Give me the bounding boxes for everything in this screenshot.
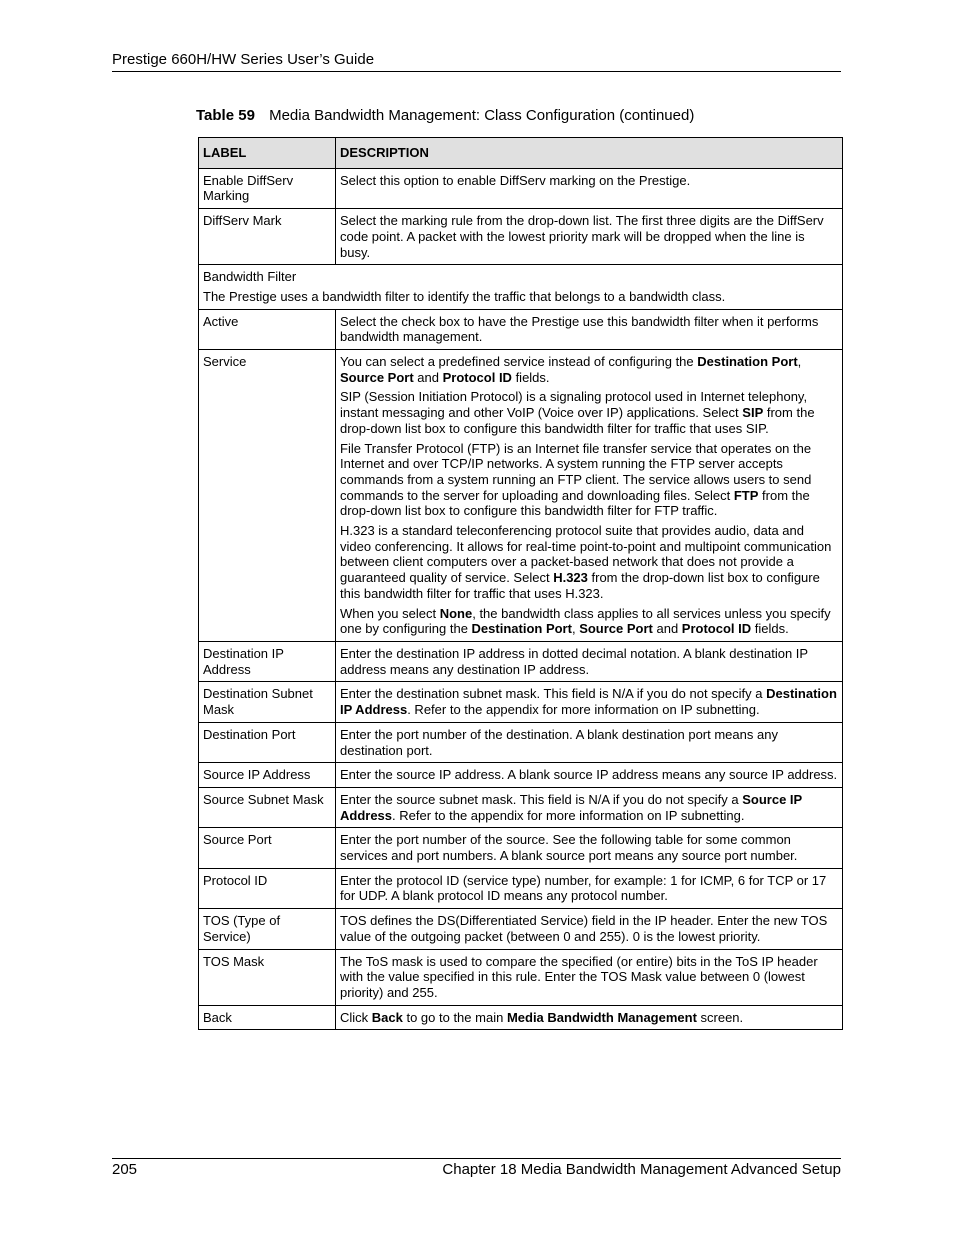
label-cell: Enable DiffServ Marking xyxy=(199,168,336,208)
label-cell: Back xyxy=(199,1005,336,1030)
table-header-row xyxy=(199,138,843,169)
class-configuration-table xyxy=(198,137,843,1030)
table-row xyxy=(199,787,843,827)
text-run: Enter the protocol ID (service type) number, for example: 1 for ICMP, 6 for TCP or 17 for UDP. A blank protocol ID means any protocol number. xyxy=(340,872,827,904)
description-cell xyxy=(336,909,843,949)
description-paragraph xyxy=(340,389,838,436)
emphasized-term: Source Port xyxy=(340,369,414,385)
text-run: from the drop-down list box to configure this bandwidth filter for FTP traffic. xyxy=(340,487,810,519)
description-paragraph xyxy=(340,767,838,783)
description-cell xyxy=(336,168,843,208)
description-paragraph xyxy=(340,1010,838,1026)
emphasized-term: Destination Port xyxy=(471,621,572,637)
description-column-header: DESCRIPTION xyxy=(336,138,843,169)
description-paragraph xyxy=(340,954,838,1001)
table-row xyxy=(199,722,843,762)
description-paragraph xyxy=(340,686,838,717)
text-run: fields. xyxy=(751,621,789,637)
text-run: Select the check box to have the Prestige use this bandwidth filter when it performs bandwidth management. xyxy=(340,313,819,345)
section-title: Bandwidth Filter xyxy=(203,269,297,285)
emphasized-term: Destination IP Address xyxy=(340,686,837,718)
description-paragraph xyxy=(340,523,838,602)
section-description: The Prestige uses a bandwidth filter to identify the traffic that belongs to a bandwidth class. xyxy=(203,288,726,304)
emphasized-term: FTP xyxy=(733,487,759,503)
running-header: Prestige 660H/HW Series User’s Guide xyxy=(112,51,375,68)
description-cell xyxy=(336,309,843,349)
text-run: fields. xyxy=(511,369,550,385)
text-run: The ToS mask is used to compare the specified (or entire) bits in the ToS IP header with the value specified in this rule. Enter the TOS Mask value between 0 (lowest priority) and 255. xyxy=(340,953,818,1000)
label-cell: Active xyxy=(199,309,336,349)
table-row xyxy=(199,682,843,722)
emphasized-term: Protocol ID xyxy=(442,369,512,385)
description-paragraph xyxy=(340,173,838,189)
label-cell: Source IP Address xyxy=(199,763,336,788)
text-run: . Refer to the appendix for more information on IP subnetting. xyxy=(392,807,745,823)
text-run: Enter the port number of the source. See the following table for some common services and port numbers. A blank source port means any source port number. xyxy=(340,832,798,864)
emphasized-term: Destination Port xyxy=(697,354,798,370)
text-run: and xyxy=(652,621,682,637)
emphasized-term: H.323 xyxy=(553,570,588,586)
text-run: Enter the destination IP address in dotted decimal notation. A blank destination IP address means any destination IP address. xyxy=(340,645,808,677)
chapter-title: Chapter 18 Media Bandwidth Management Advanced Setup xyxy=(442,1161,841,1178)
text-run: Select this option to enable DiffServ marking on the Prestige. xyxy=(340,172,691,188)
description-cell xyxy=(336,787,843,827)
text-run: to go to the main xyxy=(402,1009,507,1025)
text-run: , xyxy=(571,621,580,637)
description-cell xyxy=(336,1005,843,1030)
label-cell: Source Port xyxy=(199,828,336,868)
label-cell: Destination Port xyxy=(199,722,336,762)
text-run: . Refer to the appendix for more information on IP subnetting. xyxy=(407,702,760,718)
footer-divider xyxy=(112,1158,841,1159)
table-title: Media Bandwidth Management: Class Configuration (continued) xyxy=(269,107,695,124)
section-cell xyxy=(199,265,843,309)
label-cell: Destination Subnet Mask xyxy=(199,682,336,722)
description-paragraph xyxy=(340,354,838,385)
text-run: Enter the destination subnet mask. This field is N/A if you do not specify a xyxy=(340,686,767,702)
text-run: Enter the source IP address. A blank source IP address means any source IP address. xyxy=(340,767,838,783)
description-cell xyxy=(336,722,843,762)
table-row xyxy=(199,828,843,868)
description-paragraph xyxy=(340,314,838,345)
description-paragraph xyxy=(340,606,838,637)
description-cell xyxy=(336,763,843,788)
page-number: 205 xyxy=(112,1161,138,1178)
emphasized-term: Media Bandwidth Management xyxy=(506,1009,697,1025)
description-paragraph xyxy=(340,873,838,904)
table-row xyxy=(199,209,843,265)
description-cell xyxy=(336,828,843,868)
description-paragraph xyxy=(340,441,838,520)
table-number: Table 59 xyxy=(196,107,255,124)
text-run: File Transfer Protocol (FTP) is an Internet file transfer service that operates on the Internet and over TCP/IP networks. A system running the FTP server accepts commands from a system running an FTP client. The service allows users to send commands to the server for uploading and downloading files. Select xyxy=(340,440,812,503)
table-row xyxy=(199,641,843,681)
text-run: , xyxy=(797,354,802,370)
description-cell xyxy=(336,682,843,722)
label-cell: Source Subnet Mask xyxy=(199,787,336,827)
text-run: from the drop-down list box to configure this bandwidth filter for traffic that uses SIP. xyxy=(340,405,815,436)
emphasized-term: Source Port xyxy=(579,621,653,637)
description-cell xyxy=(336,949,843,1005)
table-row xyxy=(199,868,843,908)
description-paragraph xyxy=(340,792,838,823)
label-cell: Destination IP Address xyxy=(199,641,336,681)
description-paragraph xyxy=(340,913,838,944)
table-row xyxy=(199,763,843,788)
label-cell: TOS Mask xyxy=(199,949,336,1005)
description-cell xyxy=(336,350,843,642)
text-run: TOS defines the DS(Differentiated Service) field in the IP header. Enter the new TOS value of the outgoing packet (between 0 and 255). 0 is the lowest priority. xyxy=(340,913,828,944)
text-run: When you select xyxy=(340,605,440,621)
text-run: Select the marking rule from the drop-down list. The first three digits are the DiffServ code point. A packet with the lowest priority mark will be dropped when the line is busy. xyxy=(340,213,824,260)
table-row xyxy=(199,350,843,642)
table-row xyxy=(199,1005,843,1030)
description-paragraph xyxy=(340,646,838,677)
description-paragraph xyxy=(340,727,838,758)
text-run: screen. xyxy=(696,1009,744,1025)
table-body xyxy=(199,168,843,1030)
text-run: Enter the source subnet mask. This field is N/A if you do not specify a xyxy=(340,791,743,807)
text-run: SIP (Session Initiation Protocol) is a signaling protocol used in Internet telephony, instant messaging and other VoIP (Voice over IP) applications. Select xyxy=(340,389,808,421)
description-paragraph xyxy=(340,213,838,260)
emphasized-term: SIP xyxy=(742,405,764,421)
description-cell xyxy=(336,868,843,908)
label-cell: Service xyxy=(199,350,336,642)
emphasized-term: None xyxy=(439,605,473,621)
description-cell xyxy=(336,209,843,265)
emphasized-term: Back xyxy=(371,1009,403,1025)
table-row xyxy=(199,168,843,208)
emphasized-term: Source IP Address xyxy=(340,791,802,823)
label-column-header: LABEL xyxy=(199,138,336,169)
description-paragraph xyxy=(340,832,838,863)
text-run: You can select a predefined service instead of configuring the xyxy=(340,354,698,370)
text-run: Enter the port number of the destination. A blank destination port means any destination port. xyxy=(340,726,778,758)
text-run: Click xyxy=(340,1009,372,1025)
label-cell: TOS (Type of Service) xyxy=(199,909,336,949)
header-divider xyxy=(112,71,841,72)
description-cell xyxy=(336,641,843,681)
text-run: from the drop-down list box to configure this bandwidth filter for traffic that uses H.323. xyxy=(340,570,820,601)
label-cell: Protocol ID xyxy=(199,868,336,908)
table-row xyxy=(199,309,843,349)
emphasized-term: Protocol ID xyxy=(681,621,752,637)
table-row xyxy=(199,949,843,1005)
text-run: and xyxy=(413,369,443,385)
table-row xyxy=(199,265,843,309)
text-run: H.323 is a standard teleconferencing protocol suite that provides audio, data and video conferencing. It allows for real-time point-to-point and multipoint communication between client computers over a packet-based network that does not provide a guaranteed quality of service. Select xyxy=(340,523,832,586)
table-row xyxy=(199,909,843,949)
table-caption xyxy=(196,107,694,124)
label-cell: DiffServ Mark xyxy=(199,209,336,265)
text-run: , the bandwidth class applies to all services unless you specify one by configuring the xyxy=(340,605,831,637)
